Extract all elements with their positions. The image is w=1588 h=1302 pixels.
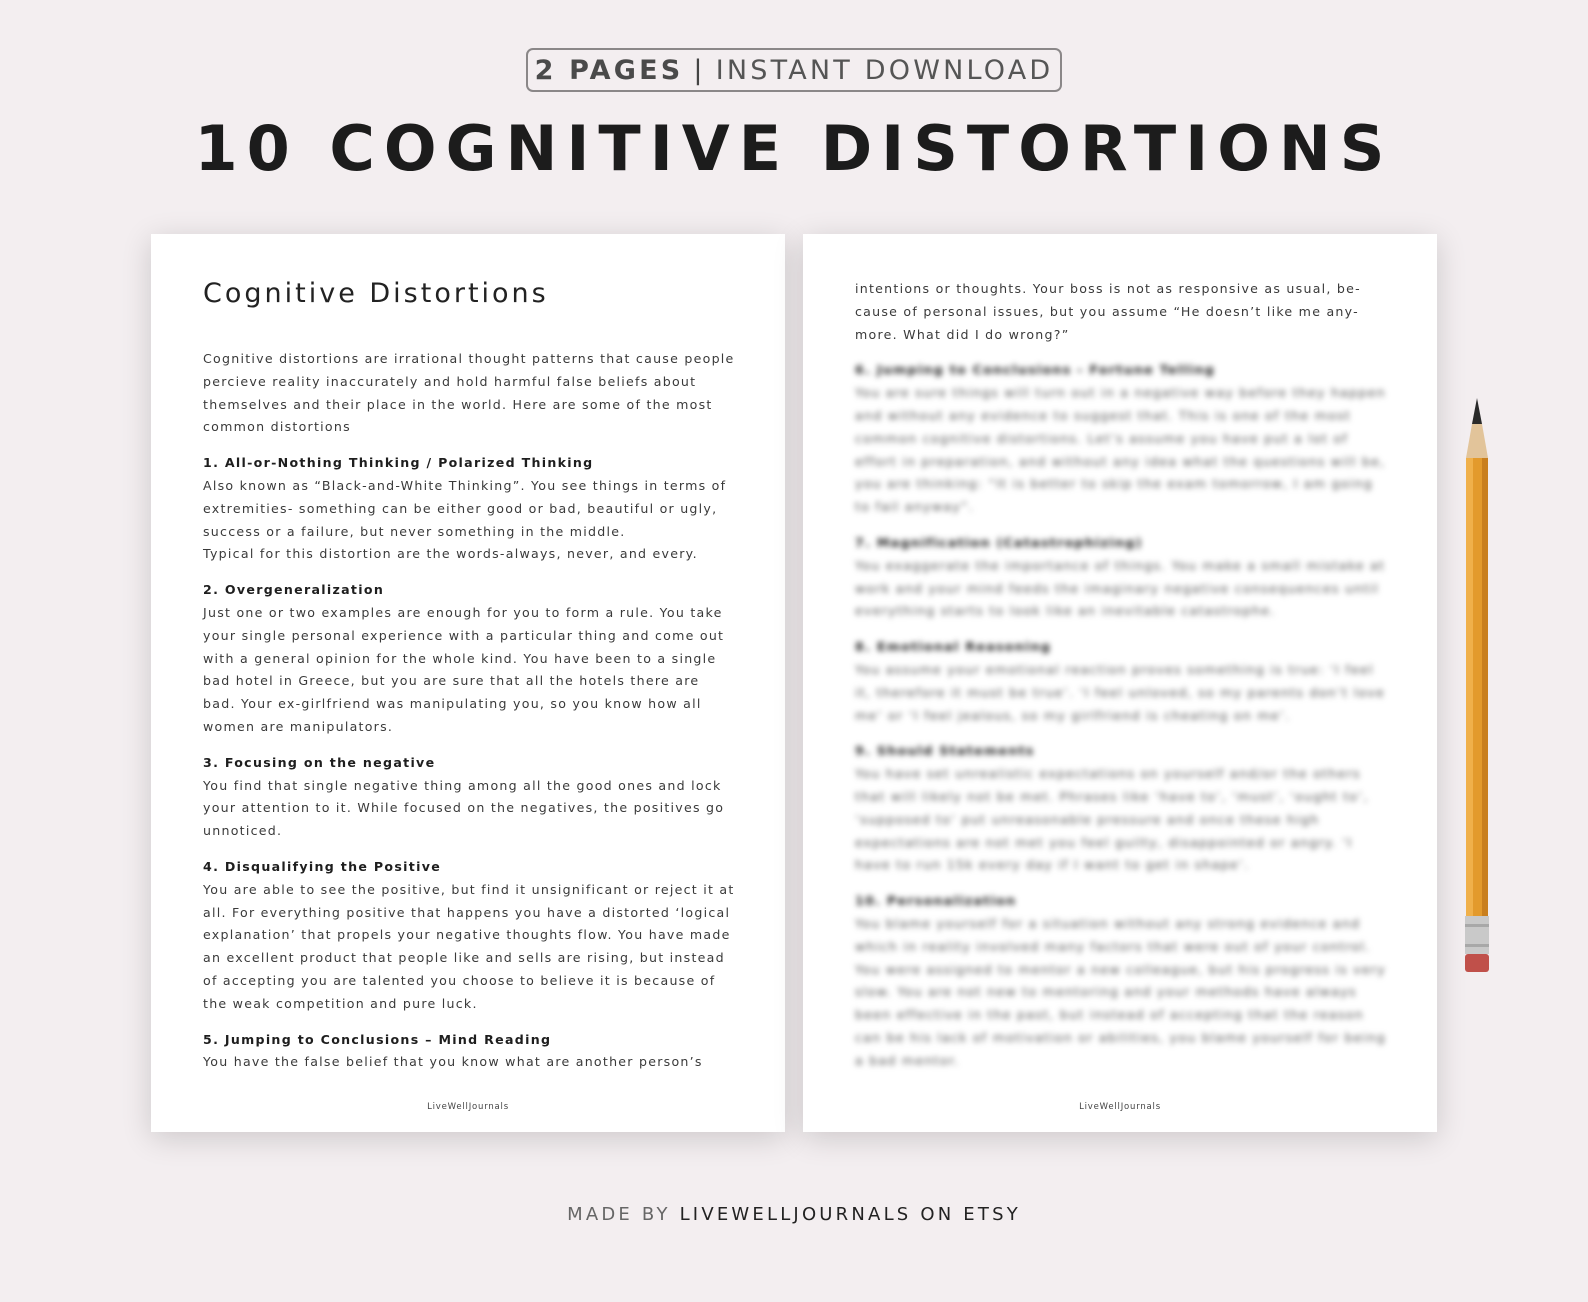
page-title: Cognitive Distortions [203, 278, 549, 309]
section-text: Just one or two examples are enough for you to form a rule. You take your single personal experience with a particular thing and come out with a general opinion for the whole kind. You have been to a single bad hotel in Greece, but you are sure that all the hotels there are bad. Your ex-girlfriend was manipulating you, so you know how all women are manipulators. [203, 604, 725, 734]
section-text: You are sure things will turn out in a negative way before they happen and without any evidence to suggest that. This is one of the most common cognitive distortions. Let’s assume you have put a lot of effort in preparation, and without any idea what the questions will be, you are thinking: “It is better to skip the exam tomorrow, I am going to fail anyway”. [855, 385, 1386, 515]
section-text: You have the false belief that you know what are another person’s [203, 1054, 703, 1070]
section-title: 1. All-or-Nothing Thinking / Polarized Thinking [203, 455, 594, 471]
section-title: 3. Focusing on the negative [203, 754, 436, 770]
distortion-section-6 [855, 359, 1389, 519]
pencil-wood [1466, 424, 1488, 458]
section-title: 9. Should Statements [855, 743, 1035, 759]
pencil-lead [1472, 398, 1482, 424]
download-label: INSTANT DOWNLOAD [715, 54, 1054, 86]
section-text: Also known as “Black-and-White Thinking”. You see things in terms of extremities- something can be either good or bad, beautiful or ugly, success or a failure, but never something in the middle. [203, 477, 727, 539]
main-title: 10 COGNITIVE DISTORTIONS [194, 112, 1394, 185]
section-title: 4. Disqualifying the Positive [203, 858, 442, 874]
section-text-note: Typical for this distortion are the words-always, never, and every. [203, 546, 698, 562]
section-text: You exaggerate the importance of things. You make a small mistake at work and your mind feeds the imaginary negative consequences until everything starts to look like an inevitable catastrophe. [855, 557, 1386, 619]
distortion-section-7 [855, 532, 1389, 623]
pencil-highlight [1466, 458, 1473, 918]
section-title: 6. Jumping to Conclusions - Fortune Telling [855, 362, 1216, 378]
left-page-preview [151, 234, 785, 1132]
left-page-body [203, 348, 737, 1087]
section-text: You find that single negative thing among all the good ones and lock your attention to it. While focused on the negatives, the positives go unnoticed. [203, 777, 725, 839]
pencil-shade [1482, 458, 1488, 918]
section-text: You assume your emotional reaction proves something is true: ‘I feel it, therefore it must be true’. ‘I feel unloved, so my parents don’t love me’ or ‘I feel jealous, so my girlfriend is cheating on me’. [855, 661, 1385, 723]
distortion-section-5 [203, 1029, 737, 1075]
blurred-content [855, 359, 1389, 1072]
credit-name: LIVEWELLJOURNALS ON ETSY [679, 1204, 1021, 1225]
ferrule-band [1465, 924, 1489, 927]
ferrule-band [1465, 944, 1489, 947]
distortion-section-9 [855, 740, 1389, 877]
page-footer: LiveWellJournals [427, 1102, 509, 1112]
intro-paragraph: Cognitive distortions are irrational thought patterns that cause people percieve reality inaccurately and hold harmful false beliefs about themselves and their place in the world. Here are some of the most common distortions [203, 351, 735, 435]
pencil-icon [1464, 398, 1490, 980]
credit-prefix: MADE BY [567, 1204, 671, 1225]
section-title: 10. Personalization [855, 893, 1017, 909]
distortion-section-3 [203, 752, 737, 843]
credit-line [0, 1204, 1588, 1225]
page-count-label: 2 PAGES [534, 54, 684, 86]
right-page-preview [803, 234, 1437, 1132]
section-text: You have set unrealistic expectations on yourself and/or the others that will likely not be met. Phrases like ‘have to’, ‘must’, ‘ought to’, ‘supposed to’ put unreasonable pressure and once these high expectations are not met you feel guilty, disappointed or angry. ‘I have to run 15k every day if I want to get in shape’. [855, 766, 1369, 873]
pencil-eraser [1465, 954, 1489, 972]
section-title: 8. Emotional Reasoning [855, 639, 1052, 655]
section-text: You blame yourself for a situation without any strong evidence and which in reality involved many factors that were out of your control. You were assigned to mentor a new colleague, but his progress is very slow. You are not new to mentoring and your methods have always been effective in the past, but instead of accepting that the reason can be his lack of motivation or abilities, you blame yourself for being a bad mentor. [855, 915, 1387, 1068]
section-title: 5. Jumping to Conclusions – Mind Reading [203, 1031, 552, 1047]
section-title: 7. Magnification (Catastrophizing) [855, 534, 1143, 550]
badge-separator: | [693, 54, 706, 86]
format-badge [526, 48, 1062, 92]
section-text: You are able to see the positive, but find it unsignificant or reject it at all. For everything positive that happens you have a distorted ‘logical explanation’ that propels your negative thoughts flow. You have made an excellent product that people like and sells are rising, but instead of accepting you are talented you choose to believe it is because of the weak competition and pure luck. [203, 881, 735, 1011]
right-page-body [855, 278, 1389, 1086]
page-footer: LiveWellJournals [1079, 1102, 1161, 1112]
distortion-section-4 [203, 856, 737, 1016]
continuation-paragraph: intentions or thoughts. Your boss is not as responsive as usual, be-cause of personal issues, but you assume “He doesn’t like me any-more. What did I do wrong?” [855, 281, 1361, 342]
section-title: 2. Overgeneralization [203, 582, 385, 598]
pencil-ferrule [1465, 916, 1489, 954]
distortion-section-10 [855, 890, 1389, 1072]
distortion-section-2 [203, 579, 737, 739]
distortion-section-8 [855, 636, 1389, 727]
distortion-section-1 [203, 452, 737, 566]
